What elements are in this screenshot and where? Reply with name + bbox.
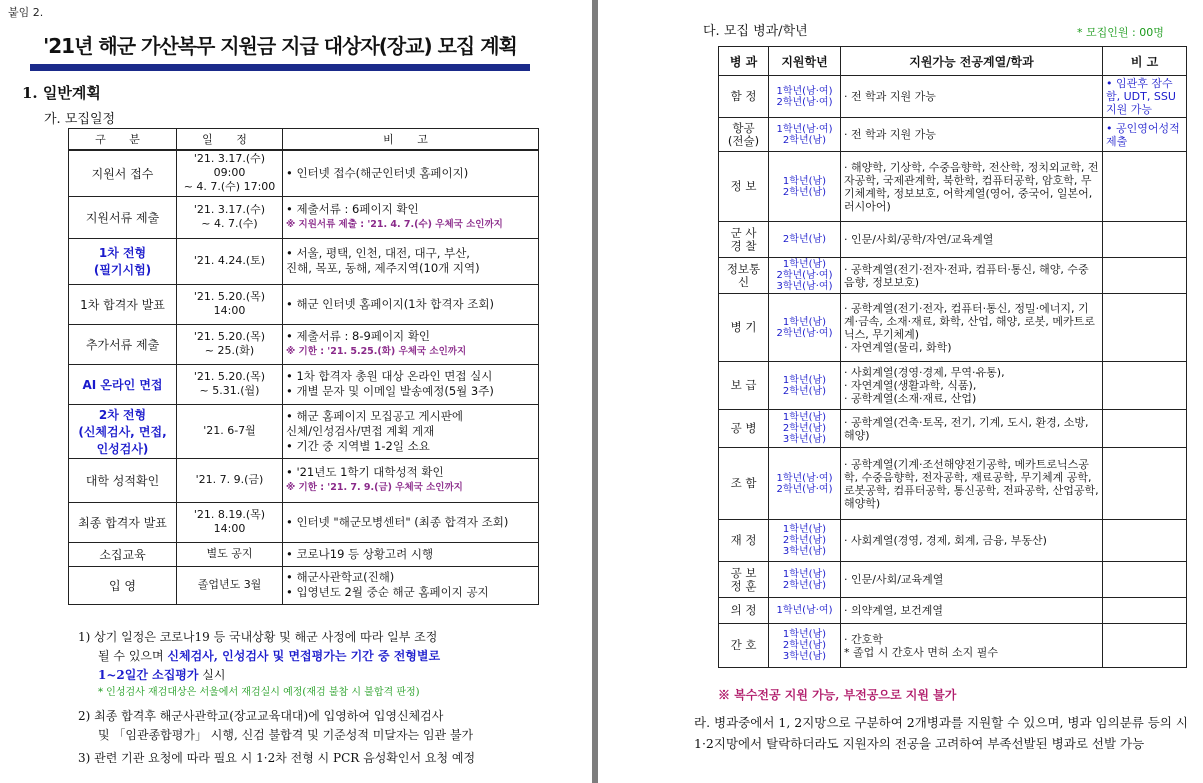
year-line: 1학년(남) (782, 412, 827, 423)
dept-remark (1103, 258, 1187, 294)
year-line: 2학년(남·여) (776, 483, 833, 495)
dept-remark (1103, 294, 1187, 362)
col-header: 비 고 (1103, 47, 1187, 76)
dept-name: 정보통신 (719, 258, 769, 294)
table-row (719, 410, 1187, 448)
dept-years (769, 362, 841, 410)
remark-line: • '21년도 1학기 대학성적 확인 (286, 465, 444, 479)
dept-name: 공 병 (719, 410, 769, 448)
year-line: 1학년(남) (782, 629, 827, 640)
note-2: 2) 최종 합격후 해군사관학교(장교교육대대)에 입영하여 입영신체검사 (78, 709, 444, 723)
year-line: 1학년(남·여) (776, 472, 833, 484)
table-row (69, 238, 539, 284)
note-2-cont: 및 「임관종합평가」 시행, 신검 불합격 및 기준성적 미달자는 임관 불가 (98, 728, 474, 742)
dept-majors: · 해양학, 기상학, 수중음향학, 전산학, 정치외교학, 전자공학, 국제관계학, 북한학, 컴퓨터공학, 암호학, 무기체계학, 정보보호, 어학계열(영어, 중국어, 일본어, 러시아어) (841, 152, 1103, 222)
table-row (719, 118, 1187, 152)
dept-years (769, 410, 841, 448)
dept-majors: · 전 학과 지원 가능 (841, 76, 1103, 118)
schedule-date: 졸업년도 3월 (177, 566, 283, 604)
document-title: '21년 해군 가산복무 지원금 지급 대상자(장교) 모집 계획 (30, 30, 530, 68)
year-line: 1학년(남) (782, 259, 827, 270)
paragraph-ra: 라. 병과중에서 1, 2지망으로 구분하여 2개병과를 지원할 수 있으며, 병과 임의분류 등의 시 1·2지망에서 탈락하더라도 지원자의 전공을 고려하여 부족선발된 병과로 선발 가능 (694, 715, 1189, 751)
table-row (69, 458, 539, 502)
col-header: 지원학년 (769, 47, 841, 76)
schedule-date: '21. 5.20.(목) 14:00 (177, 284, 283, 324)
notes-block (78, 628, 548, 768)
dept-name: 의 정 (719, 598, 769, 624)
department-table (718, 46, 1187, 668)
remark-line: • 인터넷 "해군모병센터" (최종 합격자 조회) (286, 514, 509, 529)
year-line: 2학년(남) (782, 579, 827, 591)
schedule-date: '21. 3.17.(수) 09:00 ~ 4. 7.(수) 17:00 (177, 150, 283, 196)
subsection-heading: 가. 모집일정 (44, 112, 116, 127)
schedule-item-name: 1차 합격자 발표 (69, 284, 177, 324)
schedule-date: '21. 7. 9.(금) (177, 458, 283, 502)
note-3: 3) 관련 기관 요청에 따라 필요 시 1·2차 전형 시 PCR 음성확인서 요청 예정 (78, 751, 476, 765)
year-line: 2학년(남) (782, 385, 827, 397)
dept-majors: · 공학계열(건축·토목, 전기, 기계, 도시, 환경, 소방, 해양) (841, 410, 1103, 448)
year-line: 1학년(남) (782, 175, 827, 187)
dept-years (769, 562, 841, 598)
dept-name: 항공 (전술) (719, 118, 769, 152)
year-line: 2학년(남) (782, 134, 827, 146)
remark-line: • 해군사관학교(진해) (286, 570, 395, 584)
dept-remark: • 임관후 잠수함, UDT, SSU 지원 가능 (1103, 76, 1187, 118)
dept-remark: • 공인영어성적 제출 (1103, 118, 1187, 152)
col-header: 일 정 (177, 129, 283, 151)
dept-remark (1103, 520, 1187, 562)
year-line: 3학년(남) (782, 651, 827, 662)
dept-remark (1103, 222, 1187, 258)
table-row (69, 196, 539, 238)
dept-remark (1103, 598, 1187, 624)
schedule-remarks (283, 542, 539, 566)
schedule-date: '21. 6-7월 (177, 404, 283, 458)
dept-name: 정 보 (719, 152, 769, 222)
schedule-table (68, 128, 539, 605)
schedule-remarks (283, 150, 539, 196)
year-line: 3학년(남) (782, 546, 827, 557)
table-row (719, 76, 1187, 118)
dept-majors: · 인문/사회/교육계열 (841, 562, 1103, 598)
year-line: 2학년(남) (782, 186, 827, 198)
table-row (69, 566, 539, 604)
year-line: 2학년(남) (782, 535, 827, 546)
dept-remark (1103, 362, 1187, 410)
dept-years (769, 76, 841, 118)
schedule-date: 별도 공지 (177, 542, 283, 566)
dept-majors: · 간호학 * 졸업 시 간호사 면허 소지 필수 (841, 624, 1103, 668)
schedule-item-name: 소집교육 (69, 542, 177, 566)
year-line: 1학년(남·여) (776, 123, 833, 135)
table-row (719, 362, 1187, 410)
schedule-remarks (283, 238, 539, 284)
col-header: 구 분 (69, 129, 177, 151)
dept-years (769, 222, 841, 258)
dept-name: 군 사 경 찰 (719, 222, 769, 258)
note-1: 1) 상기 일정은 코로나19 등 국내상황 및 해군 사정에 따라 일부 조정 (78, 630, 438, 644)
col-header: 비 고 (283, 129, 539, 151)
subsection-heading: 다. 모집 병과/학년 (703, 24, 808, 39)
schedule-date: '21. 8.19.(목) 14:00 (177, 502, 283, 542)
year-line: 1학년(남·여) (776, 605, 833, 616)
table-row (719, 152, 1187, 222)
dept-name: 공 보 정 훈 (719, 562, 769, 598)
remark-line: ※ 기한 : '21. 7. 9.(금) 우체국 소인까지 (286, 482, 463, 493)
year-line: 1학년(남·여) (776, 85, 833, 97)
table-row (719, 562, 1187, 598)
warning-note: ※ 복수전공 지원 가능, 부전공으로 지원 불가 (718, 688, 957, 702)
dept-name: 보 급 (719, 362, 769, 410)
right-page (598, 0, 1203, 783)
schedule-date: '21. 5.20.(목) ~ 25.(화) (177, 324, 283, 364)
remark-line: • 개별 문자 및 이메일 발송예정(5월 3주) (286, 384, 494, 398)
attachment-tag: 붙임 2. (8, 6, 44, 19)
table-row (69, 150, 539, 196)
dept-name: 조 함 (719, 448, 769, 520)
left-page (0, 0, 592, 783)
dept-years (769, 448, 841, 520)
dept-name: 재 정 (719, 520, 769, 562)
table-row (69, 542, 539, 566)
schedule-item-name: 대학 성적확인 (69, 458, 177, 502)
schedule-item-name: AI 온라인 면접 (69, 364, 177, 404)
year-line: 1학년(남) (782, 568, 827, 580)
col-header: 병 과 (719, 47, 769, 76)
year-line: 3학년(남) (782, 434, 827, 445)
table-row (719, 258, 1187, 294)
year-line: 2학년(남) (782, 640, 827, 651)
table-row (69, 502, 539, 542)
year-line: 1학년(남) (782, 316, 827, 328)
dept-remark (1103, 410, 1187, 448)
dept-majors: · 공학계열(기계·조선해양전기공학, 메카트로닉스공학, 수중음향학, 전자공학, 재료공학, 무기체계 공학, 로봇공학, 컴퓨터공학, 통신공학, 전파공학, 산업공학, 해양학) (841, 448, 1103, 520)
remark-line: 신체/인성검사/면접 계획 게재 (286, 423, 435, 438)
year-line: 1학년(남) (782, 524, 827, 535)
schedule-item-name: 추가서류 제출 (69, 324, 177, 364)
year-line: 2학년(남·여) (776, 96, 833, 108)
schedule-date: '21. 3.17.(수) ~ 4. 7.(수) (177, 196, 283, 238)
dept-majors: · 공학계열(전기·전자, 컴퓨터·통신, 정밀·에너지, 기계·금속, 소재·재료, 화학, 산업, 해양, 로봇, 메카트로닉스, 무기체계) · 자연계열(물리, 화학) (841, 294, 1103, 362)
remark-line: 진해, 목포, 동해, 제주지역(10개 지역) (286, 261, 480, 275)
dept-majors: · 인문/사회/공학/자연/교육계열 (841, 222, 1103, 258)
table-row (719, 448, 1187, 520)
remark-line: • 1차 합격자 총원 대상 온라인 면접 실시 (286, 369, 493, 383)
table-row (719, 520, 1187, 562)
remark-line: • 서울, 평택, 인천, 대전, 대구, 부산, (286, 246, 470, 260)
note-1-cont: 될 수 있으며 신체검사, 인성검사 및 면접평가는 기간 중 전형별로 (98, 649, 441, 663)
dept-majors: · 사회계열(경영, 경제, 회계, 금융, 부동산) (841, 520, 1103, 562)
schedule-remarks (283, 404, 539, 458)
note-1-sub: * 인성검사 재검대상은 서울에서 재검실시 예정(재검 불참 시 불합격 판정) (98, 687, 420, 698)
note-1-cont2: 1~2일간 소집평가 실시 (98, 668, 226, 682)
dept-years (769, 294, 841, 362)
table-row (69, 364, 539, 404)
year-line: 2학년(남·여) (776, 327, 833, 339)
dept-years (769, 258, 841, 294)
dept-years (769, 624, 841, 668)
schedule-item-name: 지원서 접수 (69, 150, 177, 196)
remark-line: • 제출서류 : 6페이지 확인 (286, 202, 419, 216)
schedule-item-name: 최종 합격자 발표 (69, 502, 177, 542)
year-line: 2학년(남) (782, 234, 827, 245)
table-row (719, 598, 1187, 624)
remark-line: ※ 지원서류 제출 : '21. 4. 7.(수) 우체국 소인까지 (286, 219, 503, 230)
remark-line: • 코로나19 등 상황고려 시행 (286, 546, 434, 561)
table-row (719, 624, 1187, 668)
schedule-item-name: 지원서류 제출 (69, 196, 177, 238)
dept-remark (1103, 448, 1187, 520)
remark-line: • 제출서류 : 8-9페이지 확인 (286, 329, 431, 343)
table-row (69, 324, 539, 364)
year-line: 2학년(남·여) (776, 270, 833, 281)
section-heading: 1. 일반계획 (22, 84, 101, 102)
table-row (69, 404, 539, 458)
schedule-remarks (283, 364, 539, 404)
dept-remark (1103, 624, 1187, 668)
remark-line: • 입영년도 2월 중순 해군 홈페이지 공지 (286, 585, 489, 599)
schedule-item-name: 2차 전형 (신체검사, 면접, 인성검사) (69, 404, 177, 458)
schedule-remarks (283, 324, 539, 364)
remark-line: • 기간 중 지역별 1-2일 소요 (286, 438, 430, 453)
schedule-remarks (283, 458, 539, 502)
recruit-count: * 모집인원 : 00명 (1077, 26, 1164, 39)
dept-years (769, 598, 841, 624)
col-header: 지원가능 전공계열/학과 (841, 47, 1103, 76)
dept-remark (1103, 562, 1187, 598)
year-line: 1학년(남) (782, 374, 827, 386)
dept-majors: · 전 학과 지원 가능 (841, 118, 1103, 152)
schedule-date: '21. 5.20.(목) ~ 5.31.(월) (177, 364, 283, 404)
schedule-remarks (283, 196, 539, 238)
dept-majors: · 공학계열(전기·전자·전파, 컴퓨터·통신, 해양, 수중음향, 정보보호) (841, 258, 1103, 294)
remark-line: ※ 기한 : '21. 5.25.(화) 우체국 소인까지 (286, 346, 467, 357)
dept-years (769, 520, 841, 562)
schedule-date: '21. 4.24.(토) (177, 238, 283, 284)
dept-majors: · 의약계열, 보건계열 (841, 598, 1103, 624)
dept-name: 병 기 (719, 294, 769, 362)
schedule-remarks (283, 284, 539, 324)
table-row (69, 284, 539, 324)
year-line: 2학년(남) (782, 423, 827, 434)
remark-line: • 인터넷 접수(해군인터넷 홈페이지) (286, 165, 469, 180)
schedule-item-name: 1차 전형 (필기시험) (69, 238, 177, 284)
dept-name: 간 호 (719, 624, 769, 668)
year-line: 3학년(남·여) (776, 281, 833, 292)
table-row (719, 222, 1187, 258)
dept-remark (1103, 152, 1187, 222)
table-row (719, 294, 1187, 362)
schedule-item-name: 입 영 (69, 566, 177, 604)
remark-line: • 해군 홈페이지 모집공고 게시판에 (286, 408, 463, 423)
schedule-remarks (283, 502, 539, 542)
dept-majors: · 사회계열(경영·경제, 무역·유통), · 자연계열(생활과학, 식품), · 공학계열(소재·재료, 산업) (841, 362, 1103, 410)
dept-name: 함 정 (719, 76, 769, 118)
remark-line: • 해군 인터넷 홈페이지(1차 합격자 조회) (286, 296, 494, 311)
dept-years (769, 152, 841, 222)
schedule-remarks (283, 566, 539, 604)
dept-years (769, 118, 841, 152)
